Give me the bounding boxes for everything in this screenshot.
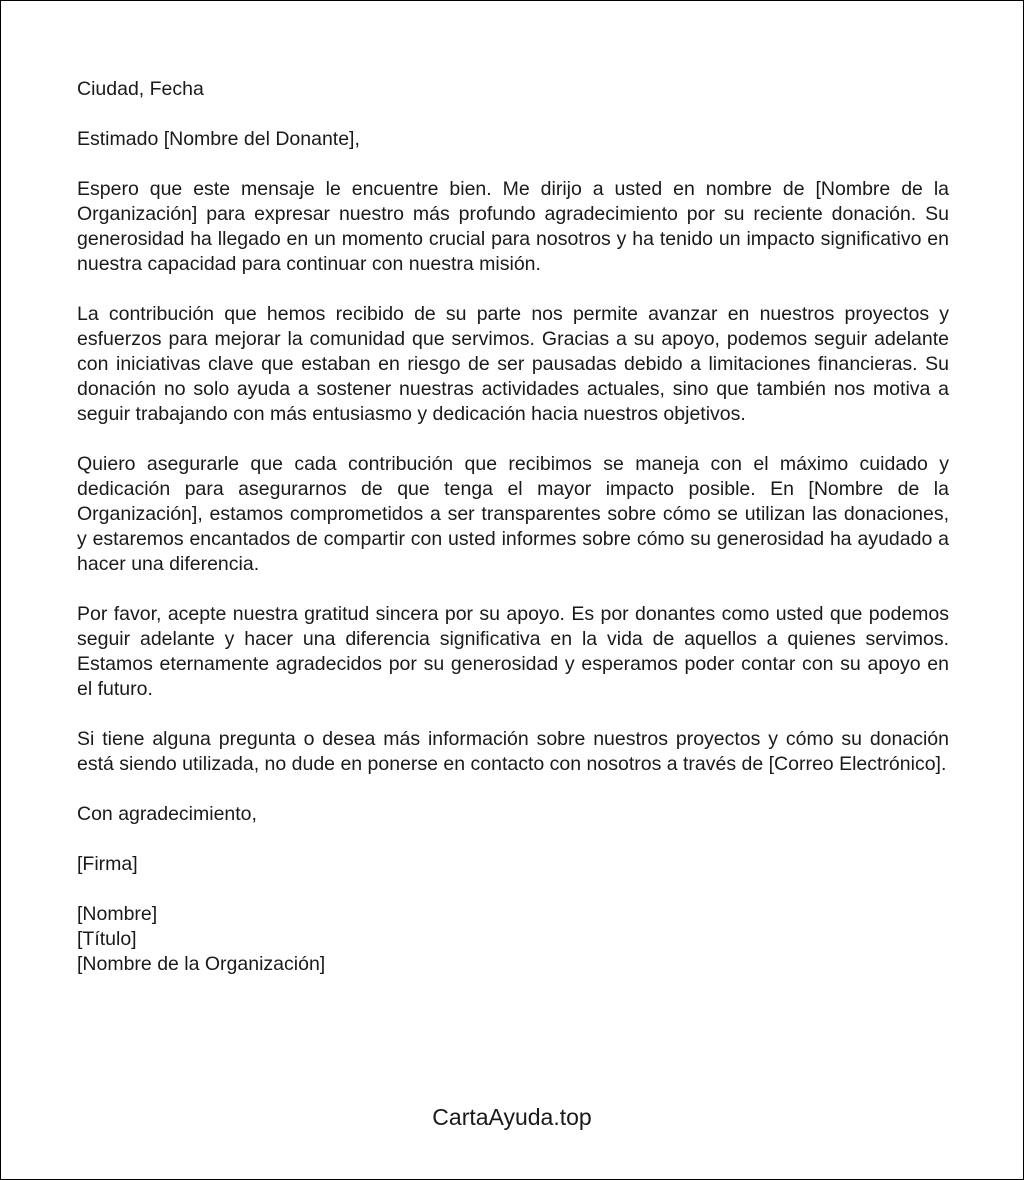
sender-name: [Nombre] [77, 903, 158, 925]
closing: Con agradecimiento, [77, 803, 257, 825]
paragraph-1: Espero que este mensaje le encuentre bien. Me dirijo a usted en nombre de [Nombre de la Organización] para expresar nuestro más profundo agradecimiento por su reciente donación. Su generosidad ha llegado en un momento crucial para nosotros y ha tenido un impacto significativo en nuestra capacidad para continuar con nuestra misión. [77, 178, 949, 275]
paragraph-2: La contribución que hemos recibido de su parte nos permite avanzar en nuestros proyectos y esfuerzos para mejorar la comunidad que servimos. Gracias a su apoyo, podemos seguir adelante con iniciativas clave que estaban en riesgo de ser pausadas debido a limitaciones financieras. Su donación no solo ayuda a sostener nuestras actividades actuales, sino que también nos motiva a seguir trabajando con más entusiasmo y dedicación hacia nuestros objetivos. [77, 303, 949, 425]
sender-title: [Título] [77, 928, 137, 950]
greeting: Estimado [Nombre del Donante], [77, 128, 360, 150]
sender-block [77, 902, 949, 977]
signature-placeholder: [Firma] [77, 853, 138, 875]
place-date: Ciudad, Fecha [77, 78, 204, 100]
letter-body [77, 77, 949, 977]
footer-site-name: CartaAyuda.top [432, 1104, 592, 1130]
sender-organization: [Nombre de la Organización] [77, 953, 326, 975]
paragraph-4: Por favor, acepte nuestra gratitud sincera por su apoyo. Es por donantes como usted que podemos seguir adelante y hacer una diferencia significativa en la vida de aquellos a quienes servimos. Estamos eternamente agradecidos por su generosidad y esperamos poder contar con su apoyo en el futuro. [77, 603, 949, 700]
paragraph-5: Si tiene alguna pregunta o desea más información sobre nuestros proyectos y cómo su donación está siendo utilizada, no dude en ponerse en contacto con nosotros a través de [Correo Electrónico]. [77, 728, 949, 775]
paragraph-3: Quiero asegurarle que cada contribución que recibimos se maneja con el máximo cuidado y dedicación para asegurarnos de que tenga el mayor impacto posible. En [Nombre de la Organización], estamos comprometidos a ser transparentes sobre cómo se utilizan las donaciones, y estaremos encantados de compartir con usted informes sobre cómo su generosidad ha ayudado a hacer una diferencia. [77, 453, 949, 575]
